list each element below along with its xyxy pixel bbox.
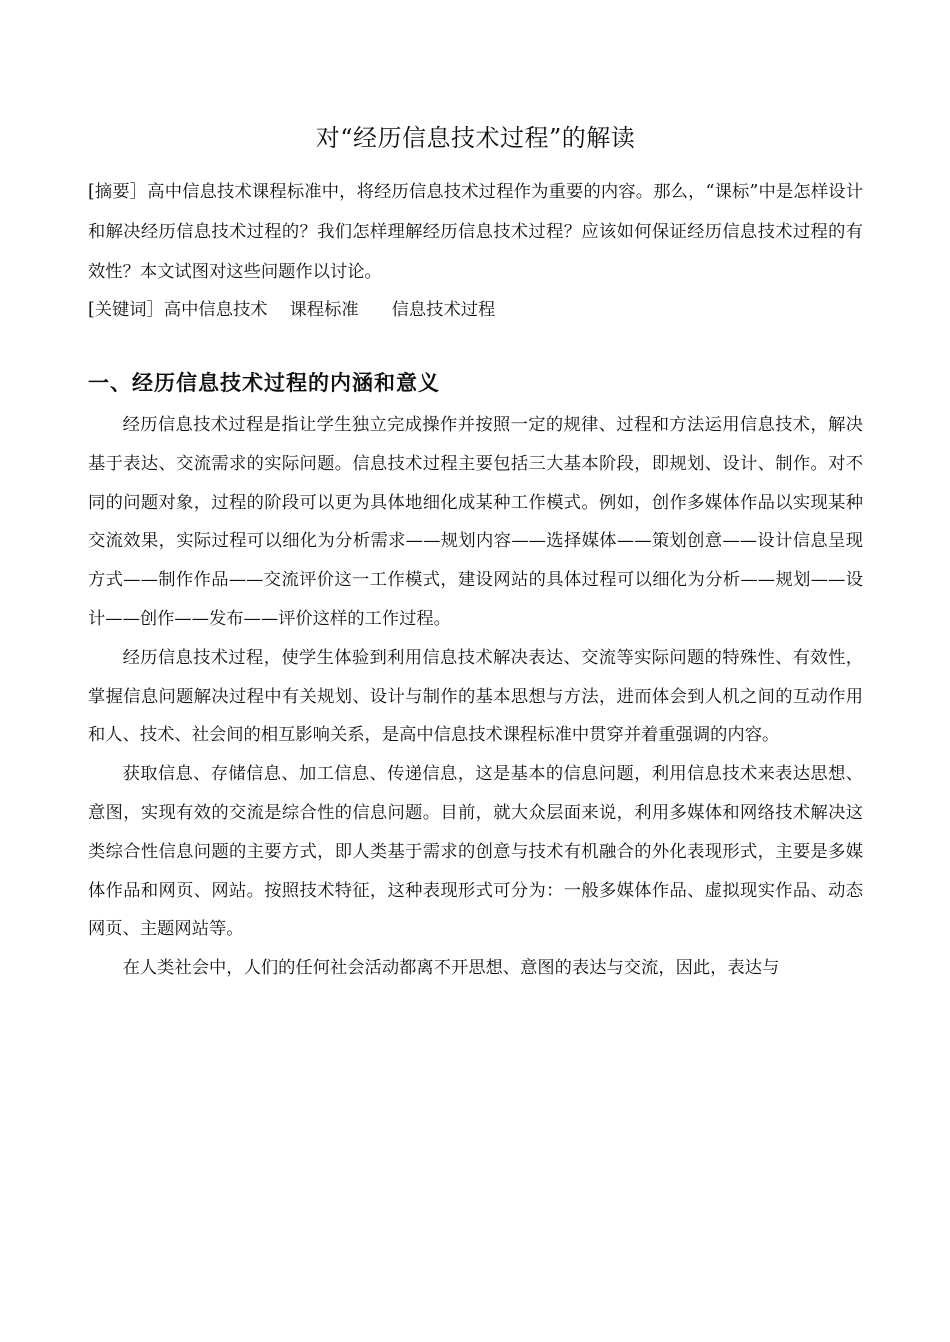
abstract-paragraph: [摘要］高中信息技术课程标准中，将经历信息技术过程作为重要的内容。那么，“课标”中是怎样设计和解决经历信息技术过程的？我们怎样理解经历信息技术过程？应该如何保证经历信息技术过程的有效性？本文试图对这些问题作以讨论。	[88, 182, 863, 282]
body-paragraph: 经历信息技术过程是指让学生独立完成操作并按照一定的规律、过程和方法运用信息技术，解决基于表达、交流需求的实际问题。信息技术过程主要包括三大基本阶段，即规划、设计、制作。对不同的问题对象，过程的阶段可以更为具体地细化成某种工作模式。例如，创作多媒体作品以实现某种交流效果，实际过程可以细化为分析需求——规划内容——选择媒体——策划创意——设计信息呈现方式——制作作品——交流评价这一工作模式，建设网站的具体过程可以细化为分析——规划——设计——创作——发布——评价这样的工作过程。	[88, 415, 863, 629]
body-paragraph: 在人类社会中，人们的任何社会活动都离不开思想、意图的表达与交流，因此，表达与	[122, 958, 780, 979]
body-paragraph: 获取信息、存储信息、加工信息、传递信息，这是基本的信息问题，利用信息技术来表达思想、意图，实现有效的交流是综合性的信息问题。目前，就大众层面来说，利用多媒体和网络技术解决这类综合性信息问题的主要方式，即人类基于需求的创意与技术有机融合的外化表现形式，主要是多媒体作品和网页、网站。按照技术特征，这种表现形式可分为：一般多媒体作品、虚拟现实作品、动态网页、主题网站等。	[88, 764, 863, 940]
document-page	[88, 118, 863, 988]
section-heading: 一、经历信息技术过程的内涵和意义	[88, 371, 440, 395]
keywords-line: [关键词］高中信息技术 课程标准 信息技术过程	[88, 300, 496, 320]
document-title: 对“经历信息技术过程”的解读	[315, 124, 636, 152]
body-paragraph: 经历信息技术过程，使学生体验到利用信息技术解决表达、交流等实际问题的特殊性、有效性，掌握信息问题解决过程中有关规划、设计与制作的基本思想与方法，进而体会到人机之间的互动作用和人、技术、社会间的相互影响关系，是高中信息技术课程标准中贯穿并着重强调的内容。	[88, 647, 863, 746]
